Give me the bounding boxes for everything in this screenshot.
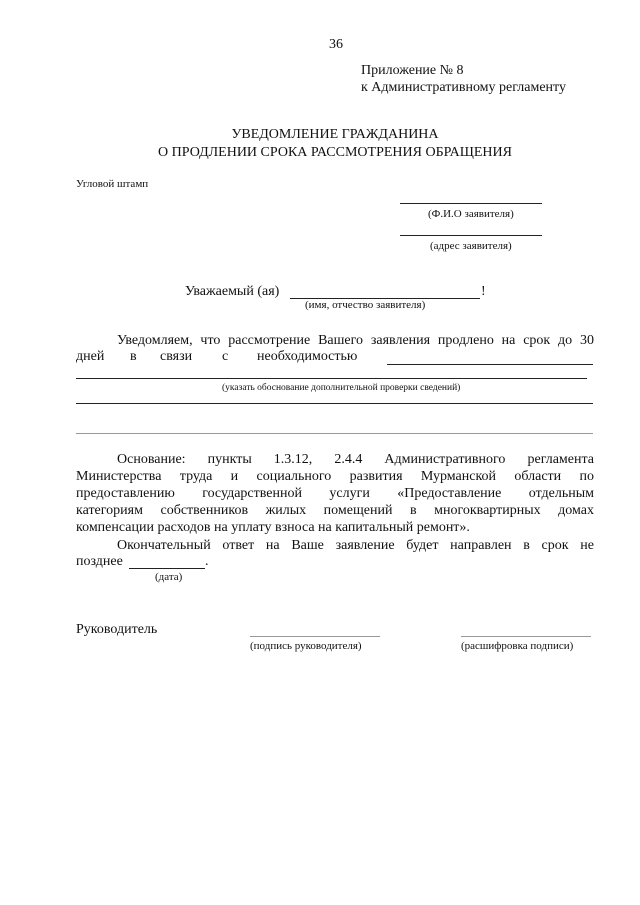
reason-line-2 xyxy=(76,378,587,379)
applicant-address-caption: (адрес заявителя) xyxy=(430,240,512,252)
notice-word-5: необходимостью xyxy=(257,349,358,364)
basis-line-1: Основание: пункты 1.3.12, 2.4.4 Административного регламента xyxy=(117,452,594,467)
salutation-caption: (имя, отчество заявителя) xyxy=(305,299,426,311)
document-title-line1: УВЕДОМЛЕНИЕ ГРАЖДАНИНА xyxy=(231,127,439,142)
reason-line-1 xyxy=(387,364,593,365)
salutation-exclamation: ! xyxy=(481,284,486,299)
applicant-name-line xyxy=(400,203,542,204)
final-answer-suffix: . xyxy=(205,554,209,569)
appendix-reference: к Административному регламенту xyxy=(361,80,566,95)
appendix-number: Приложение № 8 xyxy=(361,63,464,78)
salutation-text: Уважаемый (ая) xyxy=(185,284,280,299)
reason-line-4 xyxy=(76,433,593,434)
final-answer-date-caption: (дата) xyxy=(155,571,183,583)
document-title-line2: О ПРОДЛЕНИИ СРОКА РАССМОТРЕНИЯ ОБРАЩЕНИЯ xyxy=(158,145,512,160)
basis-line-3: предоставлению государственной услуги «Предоставление отдельным xyxy=(76,486,594,501)
basis-line-4: категориям собственников жилых помещений в многоквартирных домах xyxy=(76,503,594,518)
signature-caption: (подпись руководителя) xyxy=(250,640,362,652)
final-answer-prefix: позднее xyxy=(76,554,123,569)
notice-line1: Уведомляем, что рассмотрение Вашего заявления продлено на срок до 30 xyxy=(117,333,594,348)
final-answer-line1: Окончательный ответ на Ваше заявление будет направлен в срок не xyxy=(117,538,594,553)
notice-word-1: дней xyxy=(76,349,105,364)
page-number: 36 xyxy=(329,37,343,52)
basis-line-5: компенсации расходов на уплату взноса на капитальный ремонт». xyxy=(76,520,470,535)
notice-word-3: связи xyxy=(160,349,193,364)
reason-caption: (указать обоснование дополнительной проверки сведений) xyxy=(222,383,461,393)
signature-decoding-line xyxy=(461,636,591,637)
notice-word-2: в xyxy=(130,349,137,364)
applicant-address-line xyxy=(400,235,542,236)
final-answer-date-line xyxy=(129,568,205,569)
applicant-name-caption: (Ф.И.О заявителя) xyxy=(428,208,514,220)
signature-label: Руководитель xyxy=(76,622,158,637)
reason-line-3 xyxy=(76,403,593,404)
signature-decoding-caption: (расшифровка подписи) xyxy=(461,640,574,652)
signature-line xyxy=(250,636,380,637)
notice-word-4: с xyxy=(222,349,229,364)
basis-line-2: Министерства труда и социального развития Мурманской области по xyxy=(76,469,594,484)
corner-stamp-label: Угловой штамп xyxy=(76,178,149,190)
